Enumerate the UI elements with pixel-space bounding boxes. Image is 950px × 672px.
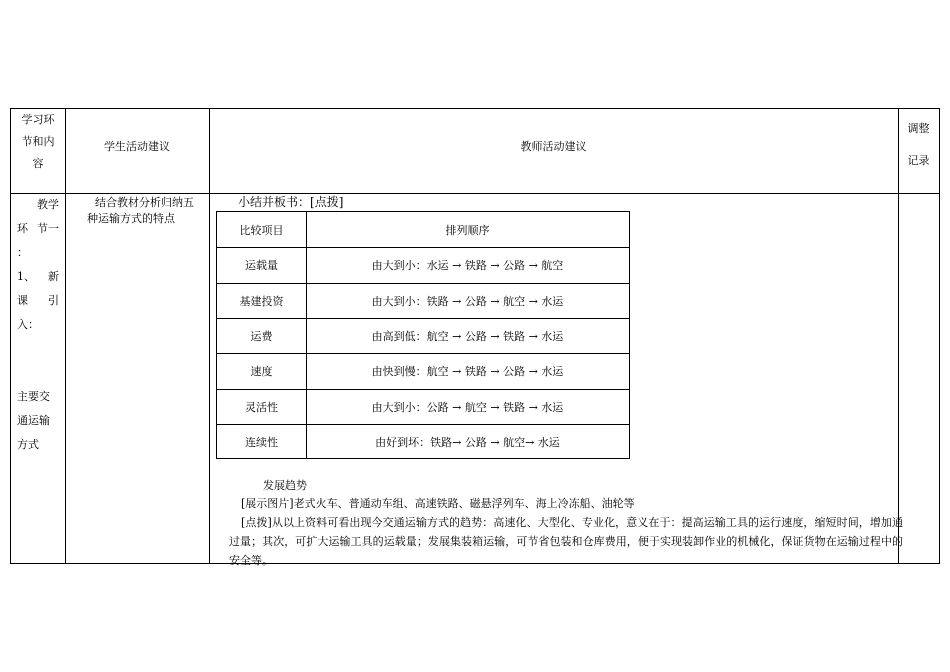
section-line [11,265,65,289]
comparison-row [217,424,629,459]
section-spacer [11,337,65,361]
section-line: 主要交 [17,390,50,403]
section-line [11,289,65,313]
comparison-order: 由大到小：铁路 → 公路 → 航空 → 水运 [371,294,564,308]
header-teacher-activity: 教师活动建议 [520,140,587,153]
header-learning-section [11,109,65,193]
header-text: 节和内 [21,135,55,148]
comparison-item: 基建投资 [239,294,284,308]
comparison-order: 由大到小：水运 → 铁路 → 公路 → 航空 [371,258,564,272]
lesson-plan-table [10,108,940,567]
section-label [11,193,65,457]
comparison-row [217,247,629,282]
student-activity-text: 结合教材分析归纳五种运输方式的特点 [87,196,194,225]
header-text: 学习环 [21,113,55,126]
comparison-row [217,353,629,388]
header-student-activity: 学生活动建议 [104,140,170,153]
header-text: 调整 [907,122,930,135]
comparison-order: 由快到慢：航空 → 铁路 → 公路 → 水运 [371,364,564,378]
comparison-row [217,318,629,353]
comparison-header-item: 比较项目 [239,223,284,237]
comparison-header-row [217,212,629,247]
header-text: 容 [32,157,44,170]
header-adjust-record [898,109,939,197]
section-text: 新 [48,270,59,283]
section-text: 节一 [37,222,59,235]
section-line: 通运输 [17,414,50,427]
section-text: 1、 [17,270,35,283]
comparison-row [217,283,629,318]
trend-point: [点拨]从以上资料可看出现今交通运输方式的趋势：高速化、大型化、专业化，意义在于：提高运输工具的运行速度，缩短时间，增加通过量；其次，可扩大运输工具的运载量；发展集装箱运输，可节省包装和仓库费用，便于实现装卸作业的机械化，保证货物在运输过程中的安全等。 [229,516,903,567]
section-text: 引 [48,294,59,307]
trend-title: 发展趋势 [263,479,307,492]
comparison-row [217,389,629,424]
section-text: 环 [17,222,28,235]
trend-images: [展示图片]老式火车、普通动车组、高速铁路、磁悬浮列车、海上冷冻船、油轮等 [241,497,635,510]
comparison-item: 灵活性 [245,400,278,414]
comparison-order: 由高到低：航空 → 公路 → 铁路 → 水运 [371,329,564,343]
section-line: 方式 [17,438,39,451]
column-divider [65,109,66,563]
section-line: 入： [17,318,39,331]
section-line [11,217,65,241]
section-spacer [11,361,65,385]
header-text: 记录 [907,154,930,167]
comparison-table [216,211,630,459]
summary-tag: [点拨] [310,195,344,209]
section-text: 课 [17,294,28,307]
section-line: 教学 [37,198,59,211]
comparison-order: 由好到坏：铁路→ 公路 → 航空→ 水运 [375,435,560,449]
summary-heading [238,195,343,209]
comparison-item: 连续性 [245,435,278,449]
section-line: ： [17,246,28,259]
summary-label: 小结并板书： [238,195,311,209]
comparison-item: 运费 [250,329,273,343]
comparison-header-order: 排列顺序 [445,223,490,237]
comparison-item: 运载量 [245,258,278,272]
comparison-order: 由大到小：公路 → 航空 → 铁路 → 水运 [371,400,564,414]
comparison-item: 速度 [250,364,273,378]
column-divider [209,109,210,563]
